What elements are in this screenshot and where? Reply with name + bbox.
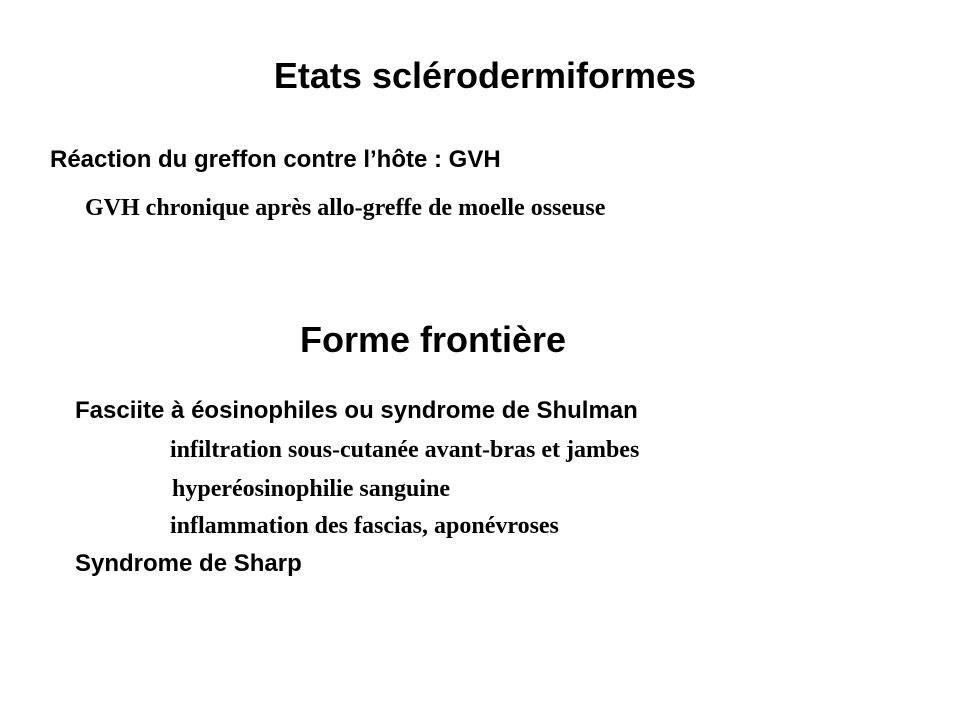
fasciite-heading: Fasciite à éosinophiles ou syndrome de Shulman bbox=[75, 397, 638, 424]
fasciite-detail-infiltration: infiltration sous-cutanée avant-bras et jambes bbox=[170, 437, 640, 463]
sharp-heading: Syndrome de Sharp bbox=[75, 550, 302, 577]
slide-title: Etats sclérodermiformes bbox=[273, 55, 697, 96]
forme-frontiere-title: Forme frontière bbox=[300, 319, 567, 360]
fasciite-detail-hypereosinophilie: hyperéosinophilie sanguine bbox=[172, 476, 451, 502]
gvh-detail: GVH chronique après allo-greffe de moelle osseuse bbox=[85, 195, 606, 221]
fasciite-detail-inflammation: inflammation des fascias, aponévroses bbox=[170, 513, 559, 539]
gvh-heading: Réaction du greffon contre l’hôte : GVH bbox=[50, 146, 501, 173]
